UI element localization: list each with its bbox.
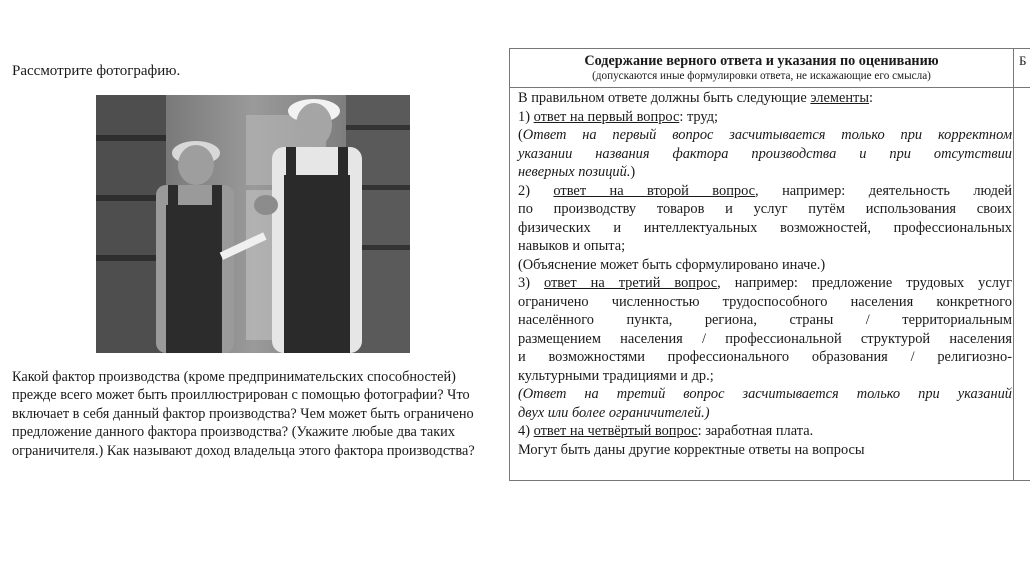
answer-3-line: культурными традициями и др.; — [518, 367, 714, 384]
answer-3-line: ограничено численностью трудоспособного населения конкретного — [518, 293, 1012, 310]
answer-1-note-line — [518, 126, 1012, 145]
question-line: прежде всего может быть проиллюстрирован с помощью фотографии? Что — [12, 387, 470, 404]
answer-3-line: и возможностями профессионального образования / религиозно- — [518, 349, 1012, 365]
task-prompt: Рассмотрите фотографию. — [12, 63, 181, 79]
intro-elements-term: элементы — [810, 90, 870, 106]
answer-3-line: населённого пункта, региона, страны / территориальным — [518, 312, 1012, 328]
closing-line: Могут быть даны другие корректные ответы на вопросы — [518, 441, 865, 458]
answer-3-note-line: (Ответ на третий вопрос засчитывается только при указаний — [518, 386, 1012, 402]
answer-3-line: размещением населения / профессиональной структурой населения — [518, 330, 1012, 347]
task-panel — [0, 0, 505, 574]
answer-3-line — [518, 274, 1012, 293]
answer-4-number: 4) — [518, 423, 534, 439]
answer-3-note-line: двух или более ограничителей.) — [518, 404, 710, 421]
question-line: включает в себя данный фактор производства? Чем может быть ограничено — [12, 405, 474, 422]
answer-4-text: : заработная плата. — [697, 423, 814, 439]
answer-2-text: , например: деятельность людей — [755, 182, 1012, 199]
answer-3-text: , например: предложение трудовых услуг — [717, 275, 1012, 291]
intro-text: В правильном ответе должны быть следующие — [518, 90, 811, 106]
question-line: предложение данного фактора производства? (Укажите любые два таких — [12, 424, 455, 441]
answer-1-note-line: указании названия фактора производства и при отсутствии — [518, 145, 1012, 162]
answer-1-text: : труд; — [679, 108, 719, 125]
answer-2-line: по производству товаров и услуг путём использования своих — [518, 201, 1012, 217]
answer-4-label: ответ на четвёртый вопрос — [533, 423, 698, 439]
table-body-cell — [510, 88, 1014, 480]
answer-1-label: ответ на первый вопрос — [533, 108, 680, 125]
answer-1-note-text: неверных позиций. — [518, 164, 631, 180]
table-header-cell — [510, 49, 1014, 88]
answer-1-note-open: ( — [518, 127, 523, 143]
table-header-title: Содержание верного ответа и указания по оцениванию — [584, 53, 939, 69]
table-header-subtitle: (допускаются иные формулировки ответа, не искажающие его смысла) — [592, 70, 931, 82]
answer-3-number: 3) — [518, 275, 544, 291]
answer-1-note-text: Ответ на первый вопрос засчитывается только при корректном — [522, 127, 1012, 143]
answer-1-note-line — [518, 163, 1012, 182]
answer-1-line — [518, 108, 1012, 127]
answer-2-note: (Объяснение может быть сформулировано иначе.) — [518, 256, 826, 273]
question-line: Какой фактор производства (кроме предпринимательских способностей) — [12, 369, 456, 385]
answer-key-table — [509, 48, 1030, 481]
answer-2-line: навыков и опыта; — [518, 238, 626, 254]
answer-2-line — [518, 182, 1012, 201]
task-question — [12, 368, 494, 460]
answer-3-label: ответ на третий вопрос — [543, 275, 718, 291]
answer-1-note-close: ) — [630, 164, 636, 180]
answer-2-line: физических и интеллектуальных возможностей, профессиональных — [518, 219, 1012, 236]
answer-2-label: ответ на второй вопрос — [553, 182, 756, 199]
points-column-label: Б — [1019, 53, 1027, 68]
warehouse-workers-photo — [96, 95, 410, 353]
answer-4-line — [518, 422, 1012, 441]
answer-2-number: 2) — [518, 182, 554, 199]
intro-line — [518, 89, 1012, 108]
points-column-header — [1014, 49, 1030, 88]
question-line: ограничителя.) Как называют доход владельца этого фактора производства? — [12, 442, 475, 459]
answer-1-number: 1) — [518, 108, 534, 125]
intro-colon: : — [869, 90, 874, 106]
answer-content — [518, 89, 1012, 459]
